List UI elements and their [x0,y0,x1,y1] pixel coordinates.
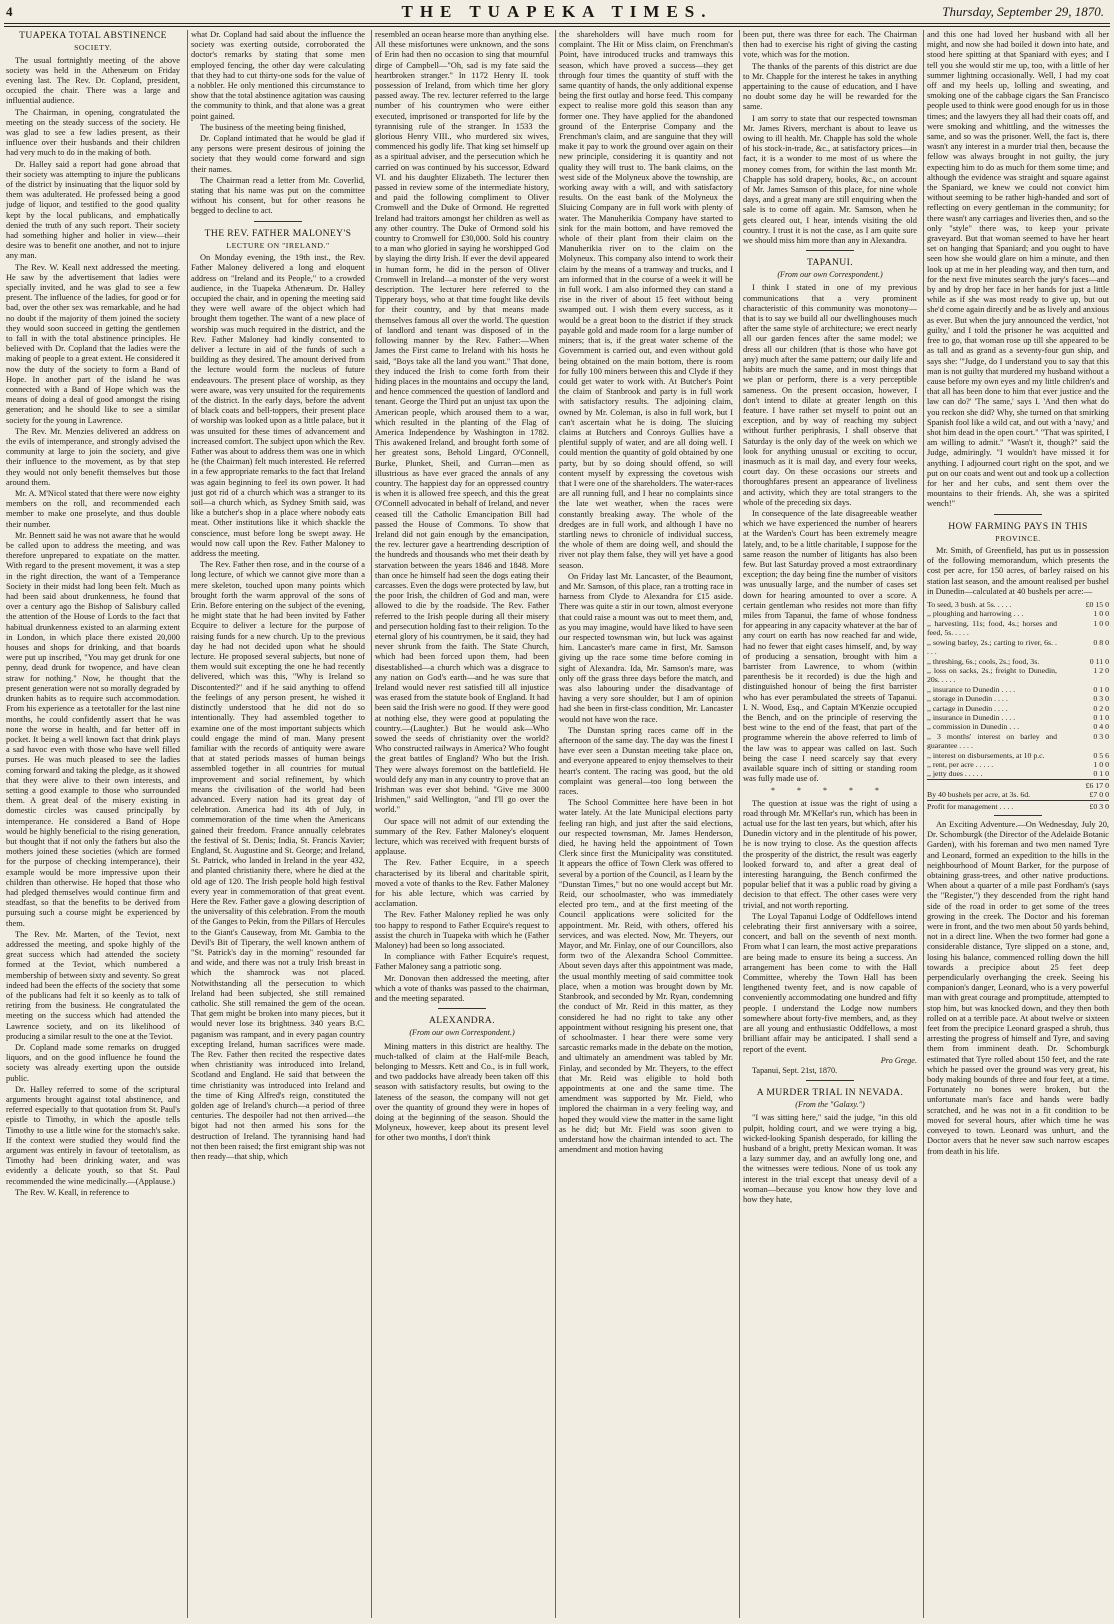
table-cell: 1 0 0 [1093,618,1109,628]
paragraph: "I was sitting here," said the judge, "in this old pulpit, holding court, and we were trying a big, wicked-looking Spanish desperado, for killing the husband of a bright, pretty Mexican woman. It was a lazy summer day, and an awfully long one, and the witnesses were tedious. None of us took any interest in the trial except that uneasy devil of a woman—because you know how they love and how they hate, [743,1113,917,1204]
table-cell [927,779,1057,790]
correspondent-line: (From our own Correspondent.) [777,270,883,280]
paragraph: The Rev. Mr. Menzies delivered an address on the evils of intemperance, and strongly advised the community at large to join the society, and give their influence to the movement, as by that step they would not only benefit themselves but those around them. [6,426,180,487]
paragraph: The Rev. Mr. Marten, of the Teviot, next addressed the meeting, and spoke highly of the great success which had attended the society formed at the Teviot, which numbered a membership of between sixty and seventy. So great indeed had been the effects of the society that some of the publicans had felt it so keenly as to talk of retiring from the business. He congratulated the meeting on the success which had attended the Lawrence society, and on its likelihood of producing a similar result to the one at the Teviot. [6,929,180,1041]
table-row-yield [927,790,1109,800]
table-cell: ,, sowing barley, 2s.; carting to river, 6s. . . . . [927,637,1057,657]
paragraph: An Exciting Adventure.—On Wednesday, July 20, Dr. Schomburgk (the Director of the Adelaide Botanic Garden), with his foreman and two men named Tyre and Leonard, formed an expedition to the hills in the neighbourhood of Mount Barker, for the purpose of obtaining grass-trees, and other native productions. When about a quarter of a mile past Fordham's (says the "Register,") they descended from the right hand side of the road in order to get some of the trees growing in the creek. The Doctor and his foreman were in front, and the two men about 50 yards behind, not in a direct line. When the two former had gone a considerable distance, Tyre slipped on a stone, and, losing his balance, commenced rolling down the hill towards a precipice about 25 feet deep perpendicularly overhanging the creek. Seeing his companion's danger, Leonard, who is a very powerful man with great courage and promptitude, attempted to stop him, but was knocked down, and they then both rolled on at a terrible pace. At about twelve or sixteen feet from the precipice Leonard grasped a shrub, thus arresting the progress of himself and Tyre, and saving them from imminent death. Dr. Schomburgk estimated that Tyre rolled about 150 feet, and the rate which he passed over the ground was very great, his body making bounds of three and four feet, at a time. Fortunately no bones were broken, but the unfortunate man's face and hands were badly scratched, and he was not in a fit condition to be moved for several hours, after which time he was conveyed to town. Leonard was unhurt, and the Doctor avers that he never saw such narrow escapes from death in his life. [927,820,1109,1156]
table-cell: ,, interest on disbursements, at 10 p.c. [927,750,1045,760]
paragraph: The business of the meeting being finished, [200,122,346,132]
table-cell: Profit for management . . . . [927,800,1057,811]
paragraph: The Rev. Father then rose, and in the course of a long lecture, of which we cannot give more than a mere skeleton, touched upon many points which brought forth the warm approval of the sons of Erin. Before entering on the subject of the evening, he might state that he had been invited by Father Ecquire to deliver a lecture for the purpose of raising funds for a new church. Up to the previous day he had not decided upon what he should lecture. He proposed several subjects, but none of them would suit excepting the one he had recently delivered, which was this, "Why is Ireland so Discontented?" and if he said anything to offend the feelings of any person present, he wished it distinctly understood that he did not do so intentionally. They had assembled together to examine one of the most important subjects which could engage the mind of man. Many present familiar with the records of antiquity were aware that at stated periods masses of human beings assembled together in all countries for mutual improvement and social refinement, by which means the civilisation of the world had been advanced. Every nation had its great day of celebration. America had its 4th of July, in commemoration of the time when the Americans gained their freedom. France annually celebrates the festival of St. Denis; India, St. Francis Xavier; England, St. Augustine and St. George; and Ireland, St. Patrick, who landed in Ireland in the year 432, and planted christianity there, where he died at the old age of 120. The Irish people hold high festival every year in commemoration of that great event. Here the Rev. Father gave a glowing description of the universality of this celebration. From the mouth of the Ganges to Pekin, from the Pillars of Hercules to the Giant's Causeway, from Mt. Gambia to the Devil's Bit of Tiperary, the well known anthem of "St. Patrick's day in the morning" resounded far and wide, and there was not a truly Irish breast in which the shamrock was not placed. Notwithstanding all the persecution to which Ireland had been subjected, she still remained catholic. She still remained the gem of the ocean. That gem might be broken into many pieces, but it would never lose its brightness. 340 years B.C. paganism was rampant, and in every pagan country excepting Ireland, human sacrifices were made. The Rev. Father then recited the respective dates when christianity was introduced into Ireland, Scotland and England. He said that between the time christianity was introduced into Ireland and the time of King Alfred's reign, constituted the golden age of Ireland's church—a period of three centuries. The despoiler had not then arrived—the bigot had not then armed his sons for the destruction of Ireland. The tyrannising hand had not then been raised; the first emigrant ship was not then ready—that ship, which [191,560,365,1162]
paragraph: Mr. Smith, of Greenfield, has put us in possession of the following memorandum, which presents the cost per acre, for 150 acres, of barley raised on his station last season, and the amount realised per bushel in Dunedin—calculated at 40 bushels per acre:— [927,546,1109,596]
paragraph: I think I stated in one of my previous communications that a very prominent characteristic of this community was monotony—that is to say we build all our dwellinghouses much after the same style of architecture; we erect nearly all our garden fences after the same model; we dress all our children (that is those who have got any) much after the same pattern; our daily life and habits are much the same, and in most things that we plan or perform, there is a very perceptible sameness. On the present occasion, however, I don't intend to dilate at greater length on this feature. I have rather set myself to point out an exception, and by way of reaching my subject without further periphrasis, I shall observe that Saturday is the only day of the week on which we look for anything unusual or exciting to occur, inasmuch as it is mail day, and every four weeks, court day. On these occasions our streets and thoroughfares present an appearance of liveliness and activity, which they are total strangers to the whole of the preceding six days. [743,283,917,507]
table-row-total [927,779,1109,790]
table-cell: ,, storage in Dunedin . . . . [927,694,1008,704]
paragraph: The Loyal Tapanui Lodge of Oddfellows intend celebrating their first anniversary with a soiree, concert, and ball on the seventh of next month. From what I can learn, the most active preparations are being made to ensure its being a success. An arrangement has been come to with the Hall Committee, whereby the Town Hall has been lengthened twenty feet, and is now capable of conveniently accommodating one hundred and fifty people. I understand the Lodge now numbers somewhere about forty-five members, and, as they are all young and enthusiastic Oddfellows, a most brilliant affair may be anticipated. I shall send a report of the event. [743,911,917,1054]
masthead-rule-2 [4,26,1110,27]
table-row [927,638,1109,657]
paragraph: In compliance with Father Ecquire's request, Father Maloney sang a patriotic song. [375,952,549,972]
correspondent-line: (From our own Correspondent.) [409,1028,515,1038]
table-cell: ,, threshing, 6s.; cools, 2s.; food, 3s. [927,656,1040,666]
paragraph: Mr. Bennett said he was not aware that he would be called upon to address the meeting, and was therefore unprepared to expatiate on the matter. With regard to the present movement, it was a step in the right direction, the want of a Temperance Society in their midst had long been felt. Much as had been said about drunkenness, he found that over a century ago the Bishop of Salisbury called the attention of the House of Lords to the fact that habitual drunkenness existed to an alarming extent in London, in which place there existed 20,000 houses and shops for drinking, and that boards were put up inscribed, "You may get drunk for one penny, dead drunk for twopence, and have clean straw for nothing." Now, he thought that the present generation were not so morally degraded by drunken habits as to require such accommodation. From his experience as a teetotaller for the last nine months, he could confidently assert that he was none the worse in health, and far better off in pocket. It being a well known fact that drink plays a sad havoc even with those who have well filled purses. He was much pleased to see the ladies coming forward and taking the pledge, as it showed that they were alive to their own interests, and setting a good example to those who surrounded them. A great deal of the misery existing in domestic circles was caused principally by intemperance. He considered a Band of Hope would be highly beneficial to the rising generation, but thought that if not only the fathers but also the mothers joined these societies (which are formed for the purpose of checking intemperance), their example would be more impressive upon their children than otherwise. He hoped that those who had pledged themselves would continue firm and steadfast, so that the benefits to be derived from pursuing such a course might be experienced by them. [6,530,180,928]
table-cell: £6 17 0 [1057,779,1109,790]
table-cell: 0 3 0 [1093,731,1109,741]
table-row [927,619,1109,638]
table-cell: £0 3 0 [1057,800,1109,811]
article-heading-alexandra: ALEXANDRA. [428,1015,496,1027]
table-row-profit [927,800,1109,811]
column-2 [191,30,365,1618]
article-subheading: SOCIETY. [74,43,112,52]
table-row [927,600,1109,609]
paragraph: Dr. Halley said a report had gone abroad that their society was attempting to injure the publicans of the district by insinuating that the liquor sold by them was adulterated. He professed being a good judge of liquor, and testified to the good quality kept by the local publicans, and emphatically denied the truth of any such report. Their society had something higher and holier in view—their desire was to benefit one another, and not to injure any man. [6,159,180,261]
table-cell: £7 0 0 [1089,790,1109,800]
table-row [927,769,1109,779]
table-cell: ,, 3 months' interest on barley and guarantee . . . . [927,731,1057,751]
paragraph: Dr. Copland intimated that he would be glad if any persons were present desirous of joining the society that they would come forward and sign their names. [191,134,365,174]
column-divider [187,30,188,1618]
paragraph: The usual fortnightly meeting of the above society was held in the Athenæum on Friday evening last. The Rev. Dr. Copland, president, occupied the chair. There was a large and influential audience. [6,55,180,106]
table-cell: 1 0 0 [1093,759,1109,769]
paragraph: The Rev. Father Ecquire, in a speech characterised by its liberal and charitable spirit, moved a vote of thanks to the Rev. Father Maloney for his able lecture, which was carried by acclamation. [375,858,549,909]
paragraph: Dr. Halley referred to some of the scriptural arguments brought against total abstinence, and referred especially to that quotation from St. Paul's epistle to Timothy, in which the apostle tells Timothy to use a little wine for the stomach's sake. If the context were studied they would find the argument was entirely in favour of teetotalism, as Timothy had been drinking water, and was evidently a delicate youth, so that St. Paul recommended the wine medicinally.—(Applause.) [6,1084,180,1186]
paragraph: On Monday evening, the 19th inst., the Rev. Father Maloney delivered a long and eloquent address on "Ireland and its People," to a crowded audience, in the Tuapeka Athenæum. Dr. Halley occupied the chair, and in opening the meeting said they were well aware of the object which had brought them together. The want of a new place of worship was much required in the district, and the Rev. Father Maloney had kindly consented to deliver a lecture in aid of the funds of such a building as they desired. The amount derived from the lecture would form the nucleus of future endeavours. The present place of worship, as they were aware, was very unsuited for the requirements of the district. In the early days, before the advent of black coats and bell-toppers, their present place of worship was looked upon as a little palace, but it was unsuited for these times of advancement and increased comfort. The subject upon which the Rev. Father was about to address them was one in which he (the Chairman) felt much interested. He referred in a few appropriate remarks to the fact that Ireland was again beginning to feel its own power. It had just got rid of a church which was a stranger to its soil—a church which, as Sydney Smith said, was like a butcher's shop in a place where nobody eats meat. Other institutions like it which shackle the conscience, must before long be swept away. He would now call upon the Rev. Father Maloney to address the meeting. [191,253,365,559]
section-rule [806,250,854,251]
table-cell: ,, cartage in Dunedin . . . . [927,703,1008,713]
paragraph: The Chairman read a letter from Mr. Coverlid, stating that his name was put on the committee without his consent, but for other reasons he begged to decline to act. [191,175,365,216]
paragraph: resembled an ocean hearse more than anything else. All these misfortunes were unknown, and the sons of Erin had then no occasion to sing that mournful dirge of Campbell—"Oh, sad is my fate said the heartbroken stranger." In 1172 Henry II. took possession of Ireland, from which time her glory passed away. The rev. lecturer referred to the large number of his countrymen who were either executed, imprisoned or transported for life by the tyrannising rule of the stranger. In 1533 the glorious Henry VIII., who murdered six wives, commenced his godly life. That king set himself up as a spiritual adviser, and the persecution which he carried on was continued by his successor, Edward VI. and his daughter Elizabeth. The lecturer then passed in review some of the intermediate history, and paid the following compliment to Oliver Cromwell and the Duke of Ormond. He regretted Ireland had traitors amongst her children as well as any other country. The Duke of Ormond sold his country to Cromwell for £30,000. Sold his country to a man who gloried in saying he worshipped God by slaying the dirty Irish. If ever the devil appeared in human form, he did in the person of Oliver Cromwell in Ireland—a monster of the very worst description. The lecturer here referred to the Tipperary boys, who at that time fought like devils for their country, and by that means made themselves famous all over the world. The question of landlord and tenant was disposed of in the following manner by the Rev. Father:—When James the First came to Ireland with his hosts he said, "Boys take all the land you want." That done, they induced the Irish to come forth from their hiding places in the mountains and occupy the land, and hence commenced the question of landlord and tenant. George the Third put an unjust tax upon the American people, which aroused them to a war, which resulted in the planting of the Flag of America Independence by Washington in 1782. This awakened Ireland, and brought forth some of her greatest sons, Behold Lingard, O'Connell, Burke, Plunket, Sheil, and Curran—men as illustrious as have ever graced the annals of any country. The happiest day for an oppressed country is when it is allowed free speech, and this the great O'Connell advocated in behalf of Ireland, and never ceased till the Catholic Emancipation Bill had passed the House of Commons. To show that Ireland did not gain enough by the emancipation, the rev. lecturer gave a heartrending description of the hundreds and thousands who met their death by starvation between the years 1846 and 1848. More than once he himself had seen the dogs eating their carcasses. Even the dogs were protected by law, but the poor Irish, the children of God and man, were allowed to die by the roadside. The Rev. Father referred to the Irish people during all their misery and persecution holding fast to their religion. To the eternal glory of his countrymen, be it said, they had never shrunk from the faith. The State Church, which had been forced upon them, had been disestablished—a church which was a disgrace to any nation on God's earth—and he was sure that Ireland would never rest satisfied till all injustice was erased from the statute book of England. It had been said the Irish were no good. If they were good at nothing else, they were good at populating the country.—(Laughter.) But he would ask—Who sowed the seeds of christianity over the world? Who constructed railways in America? Who fought the great battles of England? Who but the Irish. They were always foremost on the battlefield. He would defy any man in any country to prove that an Irishman was ever shot behind. "Give me 3000 Irishmen," said Wellington, "and I'll go over the world." [375,30,549,815]
section-stars: * * * * * [771,786,889,796]
paragraph: Our space will not admit of our extending the summary of the Rev. Father Maloney's eloquent lecture, which was received with frequent bursts of applause. [375,816,549,857]
table-cell: ,, loss on sacks, 2s.; freight to Dunedin, 20s. . . . . [927,665,1057,685]
table-row [927,760,1109,769]
cost-table [927,600,1109,811]
article-heading-tapanui: TAPANUI. [806,257,854,269]
section-rule [994,815,1042,816]
table-row [927,704,1109,713]
article-subheading: LECTURE ON "IRELAND." [226,240,330,250]
paragraph: The Rev. Father Maloney replied he was only too happy to respond to Father Ecquire's request to assist the church in Tuapeka with which he (Father Maloney) had been so long associated. [375,910,549,951]
table-cell: To seed, 3 bush. at 5s. . . . . [927,600,1012,610]
article-heading-maloney: THE REV. FATHER MALONEY'S [204,227,352,239]
article-subheading: PROVINCE. [995,533,1041,543]
article-heading-nevada: A MURDER TRIAL IN NEVADA. [756,1087,904,1099]
table-cell: 0 4 0 [1093,722,1109,732]
column-divider [739,30,740,1618]
table-row [927,657,1109,666]
paragraph: In consequence of the late disagreeable weather which we have experienced the number of hearers at the Warden's Court has been extremely meagre lately, and, to be a little charitable, I suppose for the same reason the number of litigants has also been few. But last Saturday proved a most extraordinary exception; the day being fine the number of visitors was unusually large, and the number of cases set down for hearing amounted to over a score. A certain gentleman who resides not more than fifty miles from Tapanui, the fame of whose fondness for appearing in any capacity whatever at the bar of any court on earth has now reached far and wide, had no fewer that eight cases himself, and, by way of producing a sensation, brought with him a barrister from Lawrence, to whom (within parenthesis be it recorded) is due the high and distinguished honour of being the first barrister who has ever perambulated the streets of Tapanui. I. N. Wood, Esq., and Captain M'Kenzie occupied the Bench, and on the principle of reserving the best wine to the end of the feast, that part of the programme wherein the above referred to limb of the law was to appear was called on last. Such being the case I need scarcely say that every available square inch of sitting or standing room was fully made use of. [743,508,917,784]
paragraph: The Chairman, in opening, congratulated the meeting on the steady success of the society. He was glad to see a few ladies present, as their influence over their husbands and their children had very much to do in the making of both. [6,107,180,158]
table-cell: ,, insurance to Dunedin . . . . [927,684,1016,694]
table-cell: ,, commission in Dunedin . . . [927,722,1020,732]
paragraph: The Dunstan spring races came off in the afternoon of the same day. The day was the finest I have ever seen a Dunstan meeting take place on, and everyone appeared to enjoy themselves to their heart's content. The racing was good, but the old complaint was general—too long between the races. [559,725,733,797]
paragraph: what Dr. Copland had said about the influence the society was exerting outside, corroborated the doctor's remarks by stating that some men employed fencing, the other day were calculating that they had to cut thirty-one sods for the value of a nobbler. He only mentioned this circumstance to show that the total abstinence agitation was causing the community to think, and that alone was a great point gained. [191,30,365,121]
table-cell: £0 15 0 [1085,600,1109,610]
table-cell: ,, rent, per acre . . . . . [927,759,994,769]
paragraph: The Rev. W. Keall next addressed the meeting. He saw by the advertisement that ladies were specially invited, and he was glad to see a few present. The influence of the ladies, for good or for bad, over the other sex was remarkable, and he had no doubt if the majority of them joined the society they would soon succeed in getting the gentlemen to fall in with the total abstinence principles. He believed with Dr. Copland that the ladies were the making of people to a great extent. He considered it now the duty of the society to form a Band of Hope. In another part of the island he was connected with a Band of Hope which was the means of doing a deal of good amongst the rising generation; and he should like to see a similar society for the young in Lawrence. [6,262,180,425]
table-cell: 0 8 0 [1093,637,1109,647]
dateline: Tapanui, Sept. 21st, 1870. [752,1065,838,1075]
paragraph: The thanks of the parents of this district are due to Mr. Chapple for the interest he takes in anything appertaining to the cause of education, and I have no doubt some day he will be rewarded for the same. [743,61,917,112]
paragraph: been put, there was three for each. The Chairman then had to exercise his right of giving the casting vote, which was for the motion. [743,30,917,60]
table-cell: 0 3 0 [1093,694,1109,704]
section-rule [994,514,1042,515]
column-6 [927,30,1109,1618]
source-line: (From the "Galaxy.") [795,1100,865,1110]
table-cell: ,, harvesting, 11s; food, 4s.; horses and feed, 5s. . . . . [927,618,1057,638]
paragraph: The Rev. W. Keall, in reference to [15,1187,130,1197]
table-cell: 0 11 0 [1089,656,1109,666]
table-cell: ,, ploughing and harrowing . . . [927,609,1024,619]
table-row [927,685,1109,694]
table-cell: 0 1 0 [1093,769,1109,779]
paragraph: and this one had loved her husband with all her might, and now she had boiled it down into hate, and stood here spitting at that Spaniard with eyes; and I tell you she would stir me up, too, with a little of her summer lightning occasionally. Well, I had my coat off and my heels up, lolling and sweating, and smoking one of the cabbage cigars the San Francisco people used to think were good enough for us in those times; and the lawyers they all had their coats off, and were smoking and whittling, and the witnesses the same, and so was the prisoner. Well, the fact is, there wasn't any interest in a murder trial then, because the fellow was always brought in not guilty, the jury expecting him to do as much for them some time; and although the evidence was straight and square against the Spaniard, we knew we could not convict him without seeming to be rather high-handed and sort of reflecting on every gentleman in the community; for there wasn't any carriages and liveries then, and so the only "style" there was, to keep your private graveyard. But that woman seemed to have her heart set on hanging that Spaniard; and you ought to have seen how she would glare on him a minute, and then look up at me in her pleading way, and then turn, and for the next five minutes search the jury's faces—and by and by drop her face in her hands for just a little while as if she was most ready to give up, but out she'd come again directly and be as lively and anxious as ever. But when the jury announced the verdict, 'not guilty,' and I told the prisoner he was acquitted and free to go, that woman rose up till she appeared to be as tall and as grand as a seventy-four gun ship, and says she: '"Judge, do I understand you to say that this man is not guilty that murdered my husband without a cause before my own eyes and my little children's and that all has been done to him that ever justice and the law can do?' 'The same,' says I. 'And then what do you reckon she did? Why, she turned on that smirking Spanish fool like a wild cat, and out with a 'navy,' and shot him dead in the open court." "That was spirited, I am willing to admit." "Wasn't it, though?" said the Judge, admiringly. "I wouldn't have missed it for anything. I adjourned court right on the spot, and we put on our coats and went out and took up a collection for her and her cubs, and sent them over the mountains to their friends. Ah, she was a spirited wench!" [927,30,1109,509]
section-rule [254,221,302,222]
column-1 [6,30,180,1618]
paragraph: I am sorry to state that our respected townsman Mr. James Rivers, merchant is about to leave us owing to ill health. Mr. Chapple has sold the whole of his stock-in-trade, &c., at satisfactory prices—in fact, it is a wonder to me most of us where the money comes from, for within the last month Mr. Chapple has sold drapery, books, &c., on account of Mr. James Samson of this place, for nine whole days, and a great many are still enquiring when the sale is to come off again. Mr. Samson, when he gets cleared out, I hear, intends visiting the old country. I trust it is not the case, as I am quite sure we should miss him more than any in Alexandra. [743,113,917,246]
column-4 [559,30,733,1618]
table-cell: ,, insurance in Dunedin . . . . [927,712,1016,722]
table-row [927,694,1109,703]
table-cell: 0 2 0 [1093,703,1109,713]
column-5 [743,30,917,1618]
column-divider [555,30,556,1618]
signature: Pro Grege. [880,1055,917,1065]
article-heading-farming: HOW FARMING PAYS IN THIS [948,520,1088,532]
section-rule [806,1080,854,1081]
paragraph: Dr. Copland made some remarks on drugged liquors, and on the good influence he found the society was already exerting upon the outside public. [6,1043,180,1083]
issue-date: Thursday, September 29, 1870. [942,4,1104,19]
paragraph: Mr. A. M'Nicol stated that there were now eighty members on the roll, and recommended each member to make one proselyte, and thus double their number. [6,489,180,529]
table-row [927,732,1109,751]
paragraph: Mining matters in this district are healthy. The much-talked of claim at the Half-mile Beach, belonging to Messrs. Kett and Co., is in full work, and two paddocks have already been taken off this season with satisfactory results, but owing to the lateness of the season, the company will not get over the quantity of ground they were in hopes of doing at the beginning of the season. Should the Molyneux, however, keep about its present level for other two months, I don't think [375,1041,549,1143]
table-cell: 0 5 6 [1093,750,1109,760]
masthead-rule [4,23,1110,24]
column-divider [371,30,372,1618]
table-cell: 0 1 0 [1093,712,1109,722]
column-divider [923,30,924,1618]
paragraph: The School Committee here have been in hot water lately. At the late Municipal elections party feeling ran high, and just after the said elections, our respected townsman, Mr. James Henderson, died, he having held the appointment of Town Clerk since first the Municipality was constituted. It appears the office of Town Clerk was offered to several by a portion of the Council, as I learn by the "Dunstan Times," but no one would accept but Mr. Reid, our schoolmaster, who was immediately elected pro tem., and at the first meeting of the Council applications were solicited for the appointment. Mr. Reid, with others, offered his services, and was elected. Now, Mr. Theyers, our Mayor, and Mr. Finlay, one of our Councillors, also form two of the Alexandra School Committee. About seven days after this appointment was made, the usual monthly meeting of said committee took place, when a motion was brought down by Mr. Stanbrook, and seconded by Mr. Ryan, condemning the conduct of Mr. Reid in this matter, as they considered he had no right to take any other appointment without resigning his present one, that of schoolmaster. I hear there were some very sarcastic remarks made in the debate on the motion, and ultimately an amendment was tabled by Mr. Finlay, and seconded by Mr. Theyers, to the effect that Mr. Reid was eligible to hold both appointments at one and the same time. The amendment was supported by Mr. Field, who implored the chairman in a very feeling way, and hoped they would view the matter in the same light as he did; but Mr. Field was soon given to understand how the chairman intended to act. The amendment and motion having [559,798,733,1155]
table-row [927,666,1109,685]
column-3 [375,30,549,1618]
table-cell: 0 1 0 [1093,684,1109,694]
table-cell: By 40 bushels per acre, at 3s. 6d. [927,790,1031,800]
table-cell: 1 2 0 [1093,665,1109,675]
table-row [927,609,1109,618]
table-row [927,713,1109,722]
table-row [927,722,1109,731]
paragraph: The question at issue was the right of using a road through Mr. M'Kellar's run, which has been in actual use for the last ten years, but which, after his Dunedin victory and in the plentitude of his power, he is now trying to close. As the question affects the prosperity of the district, the result was eagerly looked forward to, and after a great deal of interesting haranguing, the Bench confirmed the popular belief that it was a public road by giving a decision to that effect. The other cases were very trivial, and not worth reporting. [743,798,917,910]
paragraph: On Friday last Mr. Lancaster, of the Beaumont, and Mr. Samson, of this place, ran a trotting race in harness from Clyde to Alexandra for £15 aside. There was quite a stir in our town, almost everyone that could raise a mount was out to meet them, and, as you may imagine, would have liked to have seen our respected townsman win, but luck was against him. Lancaster's mare came in first, Mr. Samson giving up the race some time before coming in sight of Alexandra. Ida, Mr. Samson's mare, was only off the grass three days before the match, and was also labouring under the disadvantage of having a very sore shoulder, but I am of opinion had she been in first-class condition, Mr. Lancaster would not have won the race. [559,571,733,724]
table-cell: 1 0 0 [1093,609,1109,619]
article-heading-abstinence: TUAPEKA TOTAL ABSTINENCE [19,30,167,41]
table-row [927,751,1109,760]
section-rule [438,1008,486,1009]
table-cell: ,, jetty dues . . . . . [927,769,983,779]
paragraph: Mr. Donovan then addressed the meeting, after which a vote of thanks was passed to the chairman, and the meeting separated. [375,973,549,1004]
page-number: 4 [6,4,13,19]
paragraph: the shareholders will have much room for complaint. The Hit or Miss claim, on Frenchman's Point, have introduced trucks and tramways this season, which have proved a success—they get through four times the quantity of stuff with the same quantity of hands, the only additional expense being the first outlay and horse feed. This company expect to realise more gold this season than any former one. They have applied for the abandoned ground of the Enterprise Company and the Frenchman's claim, and are sanguine that they will make it pay to work the ground over again on their new principle, considering it is quantity and not quality they will trust to. The bank claims, on the west side of the Molyneux above the township, are working away with a will, and with satisfactory results. On the east bank of the Molyneux the Sluicing Company are in full work with plenty of water. The Manuherikia Company have started to sink for the main bottom, and have removed the whole of their plant from their claim on the Manuherikia river on to the claim on the Molyneux. This company also intend to work their claim by the means of a tramway and trucks, and I am informed that in the course of a week it will be in full work. I am also informed they can stand a rise in the river of about 15 feet without being swamped out. I wish them every success, as it would be a great boon to the district if they struck payable gold and made room for a large number of miners; that is, if the great water scheme of the Government is carried out, and even without gold being obtained on the main bottom, there is room for fully 100 miners between this and Clyde if they could get water to work with. At Butcher's Point the claim of Stanbrook and party is in full work with satisfactory results. The adjoining claim, owned by Mr. Coleman, is also in full work, but I can't ascertain what he is doing. The sluicing claims at Butchers and Conroys Gullies have a plentiful supply of water, and are all doing well. I could mention the quantity of gold obtained by one party, but by so doing should offend, so will content myself by expressing the covetous wish that I were one of the shareholders. The water-races are all running full, and I hear no complaints since the late wet weather, when the races were constantly breaking away. The whole of the dredges are in full work, and although I have no startling news to chronicle of individual success, the whole of them are doing well, and should the river not play them false, they will yet have a good season. [559,30,733,570]
newspaper-title: THE TUAPEKA TIMES. [401,2,713,21]
